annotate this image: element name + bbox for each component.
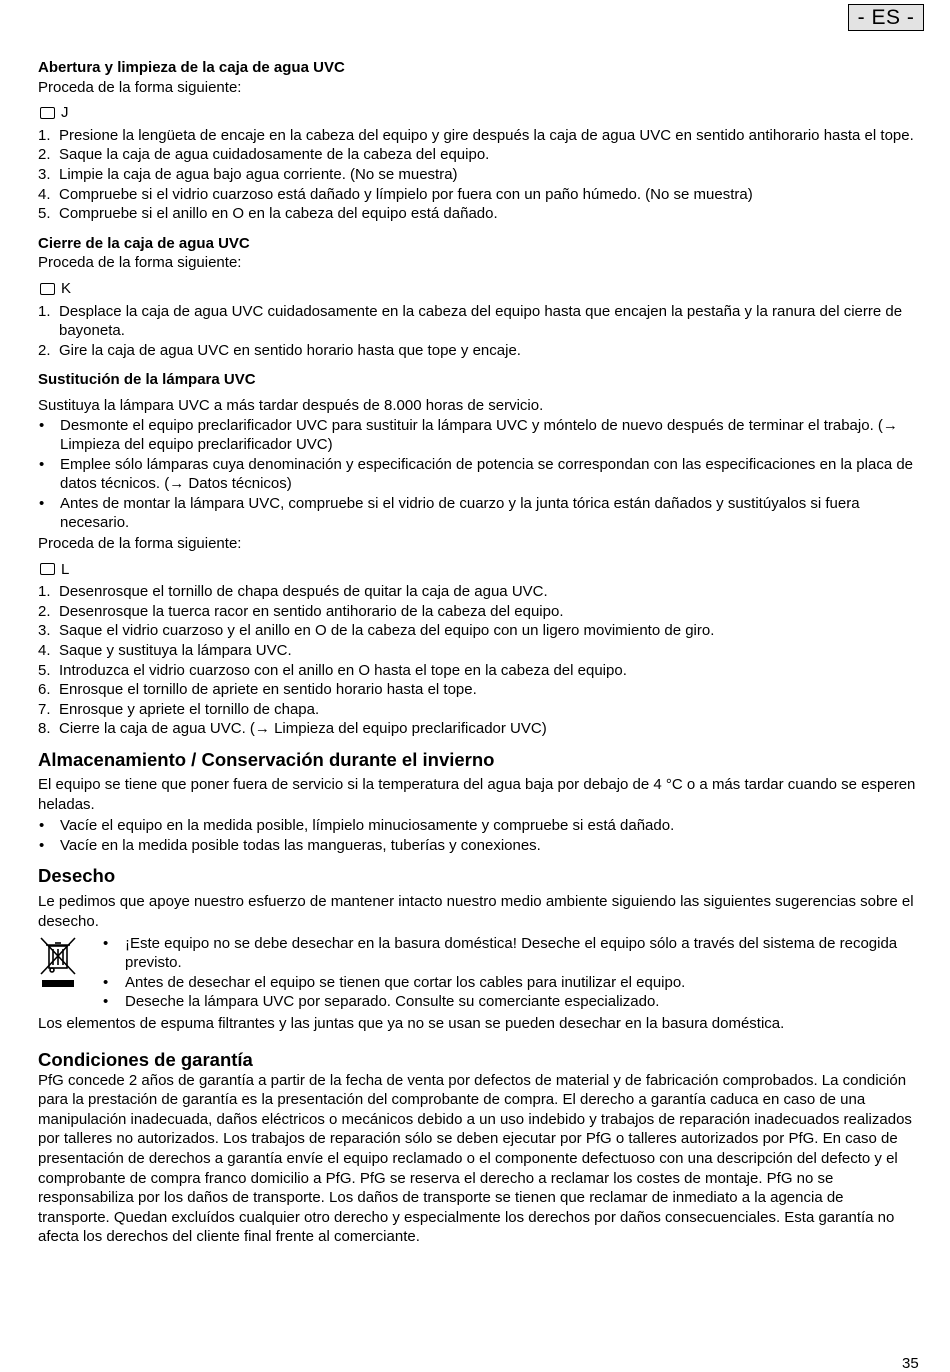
figure-icon xyxy=(40,563,55,575)
list-item: 6. Enrosque el tornillo de apriete en sentido horario hasta el tope. xyxy=(38,681,477,699)
list-item: 4. Saque y sustituya la lámpara UVC. xyxy=(38,642,292,660)
language-badge: - ES - xyxy=(848,4,924,31)
list-item: • Desmonte el equipo preclarificador UVC para sustituir la lámpara UVC y móntelo de nuevo después de terminar el trabajo. (→ Limpieza del equipo preclarificador UVC) xyxy=(39,416,898,454)
section-intro: Proceda de la forma siguiente: xyxy=(38,254,242,272)
section-intro: Le pedimos que apoye nuestro esfuerzo de mantener intacto nuestro medio ambiente siguiendo las siguientes sugerencias sobre el desecho. xyxy=(38,893,914,930)
section-title-warranty: Condiciones de garantía xyxy=(38,1048,253,1070)
list-item: 5. Compruebe si el anillo en O en la cabeza del equipo está dañado. xyxy=(38,205,498,223)
list-item: • Emplee sólo lámparas cuya denominación y especificación de potencia se correspondan con las especificaciones en la placa de datos técnicos. (→ Datos técnicos) xyxy=(39,455,914,493)
section-outro: Los elementos de espuma filtrantes y las juntas que ya no se usan se pueden desechar en la basura doméstica. xyxy=(38,1014,785,1032)
list-item: 4. Compruebe si el vidrio cuarzoso está dañado y límpielo por fuera con un paño húmedo. (No se muestra) xyxy=(38,185,753,203)
list-item: • ¡Este equipo no se debe desechar en la basura doméstica! Deseche el equipo sólo a través del sistema de recogida previsto. xyxy=(103,934,898,972)
page-number: 35 xyxy=(902,1355,919,1372)
list-item: 1. Desenrosque el tornillo de chapa después de quitar la caja de agua UVC. xyxy=(38,583,548,601)
figure-reference: K xyxy=(38,279,916,299)
section-title-closing: Cierre de la caja de agua UVC xyxy=(38,234,250,252)
section-intro: Proceda de la forma siguiente: xyxy=(38,78,242,96)
steps-list xyxy=(38,302,916,361)
list-item: 1. Desplace la caja de agua UVC cuidadosamente en la cabeza del equipo hasta que encajen la pestaña y la ranura del cierre de bayoneta. xyxy=(38,302,903,340)
section-title-disposal: Desecho xyxy=(38,865,116,887)
bullet-list xyxy=(38,816,916,855)
list-item: 8. Cierre la caja de agua UVC. (→ Limpieza del equipo preclarificador UVC) xyxy=(38,720,547,738)
list-item: • Vacíe en la medida posible todas las mangueras, tuberías y conexiones. xyxy=(39,836,541,854)
list-item: 7. Enrosque y apriete el tornillo de chapa. xyxy=(38,700,320,718)
steps-list xyxy=(38,582,916,739)
list-item: 3. Limpie la caja de agua bajo agua corriente. (No se muestra) xyxy=(38,165,458,183)
list-item: • Antes de desechar el equipo se tienen que cortar los cables para inutilizar el equipo. xyxy=(103,973,686,991)
section-title-storage: Almacenamiento / Conservación durante el invierno xyxy=(38,749,495,770)
section-intro: Proceda de la forma siguiente: xyxy=(38,535,242,553)
figure-reference: J xyxy=(38,103,916,123)
section-title-lamp-replacement: Sustitución de la lámpara UVC xyxy=(38,371,256,389)
figure-reference: L xyxy=(38,560,916,580)
figure-icon xyxy=(40,107,55,119)
list-item: • Antes de montar la lámpara UVC, compruebe si el vidrio de cuarzo y la junta tórica están dañados y sustitúyalos si fuera necesario. xyxy=(39,494,860,532)
list-item: 2. Gire la caja de agua UVC en sentido horario hasta que tope y encaje. xyxy=(38,341,521,359)
disposal-block xyxy=(38,934,916,1012)
document-body xyxy=(38,58,916,1247)
crossed-bin-icon xyxy=(38,934,102,1012)
bullet-list xyxy=(38,416,916,534)
warranty-text: PfG concede 2 años de garantía a partir de la fecha de venta por defectos de material y de fabricación comprobados. La condición para la prestación de garantía es la presentación del comprobante de compra. El derecho a garantía caduca en caso de una manipulación inadecuada, daños eléctricos o mecánicos debido a un uso indebido y trabajos de reparación inadecuados realizados por talleres no autorizados. Los trabajos de reparación sólo se deben ejecutar por PfG o talleres autorizados por PfG. En caso de presentación de derechos a garantía envíe el equipo reclamado o el componente defectuoso con una descripción del defecto y el comprobante de compra franco domicilio a PfG. PfG se reserva el derecho a reclamar los costes de montaje. PfG no se responsabiliza por los daños de transporte. Los daños de transporte se tienen que reclamar de inmediato a la agencia de transporte. Quedan excluídos cualquier otro derecho y especialmente los derechos por daños consecuenciales. Esta garantía no afecta los derechos del cliente final frente al comerciante. xyxy=(38,1071,912,1246)
list-item: • Deseche la lámpara UVC por separado. Consulte su comerciante especializado. xyxy=(103,993,660,1011)
list-item: 2. Desenrosque la tuerca racor en sentido antihorario de la cabeza del equipo. xyxy=(38,602,564,620)
bullet-list xyxy=(102,934,916,1012)
list-item: 2. Saque la caja de agua cuidadosamente de la cabeza del equipo. xyxy=(38,146,490,164)
figure-icon xyxy=(40,283,55,295)
section-intro: El equipo se tiene que poner fuera de servicio si la temperatura del agua baja por debajo de 4 °C o a más tardar cuando se esperen heladas. xyxy=(38,776,916,813)
list-item: • Vacíe el equipo en la medida posible, límpielo minuciosamente y compruebe si está dañado. xyxy=(39,817,675,835)
steps-list xyxy=(38,126,916,224)
section-intro: Sustituya la lámpara UVC a más tardar después de 8.000 horas de servicio. xyxy=(38,396,544,414)
list-item: 1. Presione la lengüeta de encaje en la cabeza del equipo y gire después la caja de agua UVC en sentido antihorario hasta el tope. xyxy=(38,126,914,144)
section-title-opening: Abertura y limpieza de la caja de agua UVC xyxy=(38,59,345,76)
list-item: 3. Saque el vidrio cuarzoso y el anillo en O de la cabeza del equipo con un ligero movimiento de giro. xyxy=(38,622,715,640)
list-item: 5. Introduzca el vidrio cuarzoso con el anillo en O hasta el tope en la cabeza del equipo. xyxy=(38,661,627,679)
